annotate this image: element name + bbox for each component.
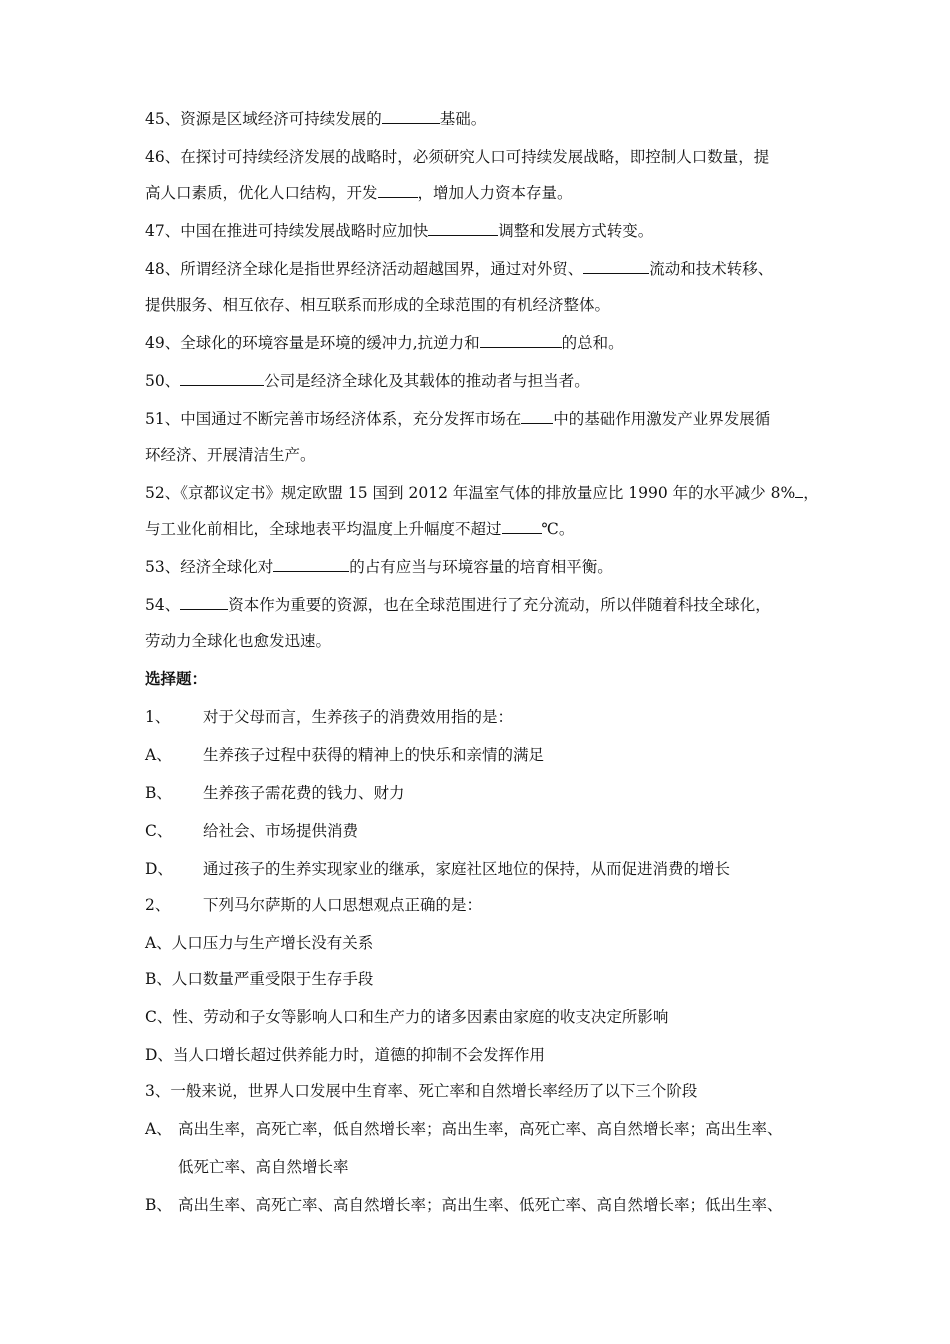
option-text: 高出生率，高死亡率，低自然增长率；高出生率，高死亡率、高自然增长率；高出生率、 [178, 1120, 783, 1138]
answer-blank [521, 408, 553, 424]
option-b [145, 968, 373, 990]
question-text: 提供服务、相互依存、相互联系而形成的全球范围的有机经济整体。 [145, 296, 611, 314]
section-heading: 选择题： [145, 669, 208, 688]
answer-blank [795, 482, 803, 498]
question-text: 全球化的环境容量是环境的缓冲力,抗逆力和 [180, 334, 480, 352]
option-label: B、 [145, 970, 172, 988]
option-text: 给社会、市场提供消费 [203, 822, 359, 840]
question-text: ℃。 [541, 520, 575, 538]
option-text: 通过孩子的生养实现家业的继承，家庭社区地位的保持，从而促进消费的增长 [203, 860, 731, 878]
option-text: 生养孩子需花费的钱力、财力 [203, 784, 405, 802]
option-b [145, 782, 405, 804]
question-number: 47、 [145, 222, 181, 240]
question-number: 2、 [145, 896, 171, 914]
option-label: D、 [145, 1046, 173, 1064]
question-text: 劳动力全球化也愈发迅速。 [145, 632, 332, 650]
fill-in-question-45 [145, 108, 486, 130]
option-text: 当人口增长超过供养能力时，道德的抑制不会发挥作用 [172, 1046, 545, 1064]
fill-in-question-48 [145, 258, 773, 280]
fill-in-question-47 [145, 220, 653, 242]
option-label: B、 [145, 784, 172, 802]
option-label: A、 [145, 1120, 172, 1138]
option-label: C、 [145, 1008, 173, 1026]
question-number: 46、 [145, 148, 181, 166]
option-label: A、 [145, 934, 172, 952]
question-text: 中国在推进可持续发展战略时应加快 [180, 222, 429, 240]
question-text: 高人口素质，优化人口结构，开发 [145, 184, 378, 202]
fill-in-question-52 [145, 482, 819, 504]
question-text: 基础。 [439, 110, 487, 128]
answer-blank [180, 594, 228, 610]
question-text: 《京都议定书》规定欧盟 15 国到 2012 年温室气体的排放量应比 1990 年的水平减少 8% [180, 484, 796, 502]
option-c [145, 820, 358, 842]
question-text: 经济全球化对 [180, 558, 274, 576]
question-text: 中国通过不断完善市场经济体系，充分发挥市场在 [180, 410, 522, 428]
answer-blank [480, 332, 562, 348]
fill-in-question-48-cont [145, 294, 610, 316]
option-text: 人口压力与生产增长没有关系 [171, 934, 374, 952]
option-text: 低死亡率、高自然增长率 [178, 1158, 349, 1176]
answer-blank [583, 258, 649, 274]
option-label: B、 [145, 1196, 172, 1214]
question-number: 49、 [145, 334, 181, 352]
option-d [145, 1044, 545, 1066]
question-text: 流动和技术转移、 [649, 260, 774, 278]
question-number: 52、 [145, 484, 181, 502]
option-label: C、 [145, 822, 173, 840]
question-stem: 下列马尔萨斯的人口思想观点正确的是： [203, 896, 483, 914]
choice-question-3 [145, 1080, 697, 1102]
option-label: A、 [145, 746, 172, 764]
answer-blank [502, 518, 542, 534]
answer-blank [428, 220, 498, 236]
option-text: 人口数量严重受限于生存手段 [171, 970, 374, 988]
fill-in-question-51 [145, 408, 770, 430]
answer-blank [378, 182, 418, 198]
fill-in-question-54-cont [145, 630, 331, 652]
question-text: 在探讨可持续经济发展的战略时，必须研究人口可持续发展战略，即控制人口数量，提 [180, 148, 770, 166]
option-a [145, 744, 544, 766]
option-label: D、 [145, 860, 173, 878]
question-text: 资源是区域经济可持续发展的 [180, 110, 382, 128]
option-b [145, 1194, 783, 1216]
question-text: 资本作为重要的资源，也在全球范围进行了充分流动，所以伴随着科技全球化， [228, 596, 771, 614]
fill-in-question-52-cont [145, 518, 574, 540]
option-text: 性、劳动和子女等影响人口和生产力的诸多因素由家庭的收支决定所影响 [172, 1008, 669, 1026]
fill-in-question-49 [145, 332, 624, 354]
question-stem: 对于父母而言，生养孩子的消费效用指的是： [203, 708, 514, 726]
option-d [145, 858, 730, 880]
answer-blank [180, 370, 264, 386]
fill-in-question-54 [145, 594, 771, 616]
question-stem: 一般来说，世界人口发展中生育率、死亡率和自然增长率经历了以下三个阶段 [170, 1082, 698, 1100]
question-number: 53、 [145, 558, 181, 576]
fill-in-question-50 [145, 370, 590, 392]
question-text: 的占有应当与环境容量的培育相平衡。 [349, 558, 613, 576]
question-text: 调整和发展方式转变。 [498, 222, 654, 240]
question-text: 中的基础作用激发产业界发展循 [553, 410, 771, 428]
option-a [145, 1118, 783, 1140]
question-text: 公司是经济全球化及其载体的推动者与担当者。 [264, 372, 590, 390]
option-text: 生养孩子过程中获得的精神上的快乐和亲情的满足 [203, 746, 545, 764]
question-number: 51、 [145, 410, 181, 428]
choice-question-1 [145, 706, 513, 728]
option-a-cont [178, 1156, 349, 1178]
question-text: 环经济、开展清洁生产。 [145, 446, 316, 464]
option-c [145, 1006, 668, 1028]
question-text: ， [803, 484, 819, 502]
fill-in-question-46 [145, 146, 769, 168]
answer-blank [382, 108, 440, 124]
question-number: 50、 [145, 372, 181, 390]
fill-in-question-46-cont [145, 182, 573, 204]
question-text: ，增加人力资本存量。 [417, 184, 573, 202]
question-text: 的总和。 [561, 334, 624, 352]
fill-in-question-53 [145, 556, 613, 578]
choice-question-2 [145, 894, 482, 916]
question-number: 54、 [145, 596, 181, 614]
question-text: 所谓经济全球化是指世界经济活动超越国界，通过对外贸、 [180, 260, 584, 278]
option-a [145, 932, 373, 954]
question-number: 45、 [145, 110, 181, 128]
question-number: 3、 [145, 1082, 171, 1100]
question-text: 与工业化前相比，全球地表平均温度上升幅度不超过 [145, 520, 502, 538]
option-text: 高出生率、高死亡率、高自然增长率；高出生率、低死亡率、高自然增长率；低出生率、 [178, 1196, 783, 1214]
question-number: 1、 [145, 708, 171, 726]
question-number: 48、 [145, 260, 181, 278]
answer-blank [273, 556, 349, 572]
fill-in-question-51-cont [145, 444, 316, 466]
